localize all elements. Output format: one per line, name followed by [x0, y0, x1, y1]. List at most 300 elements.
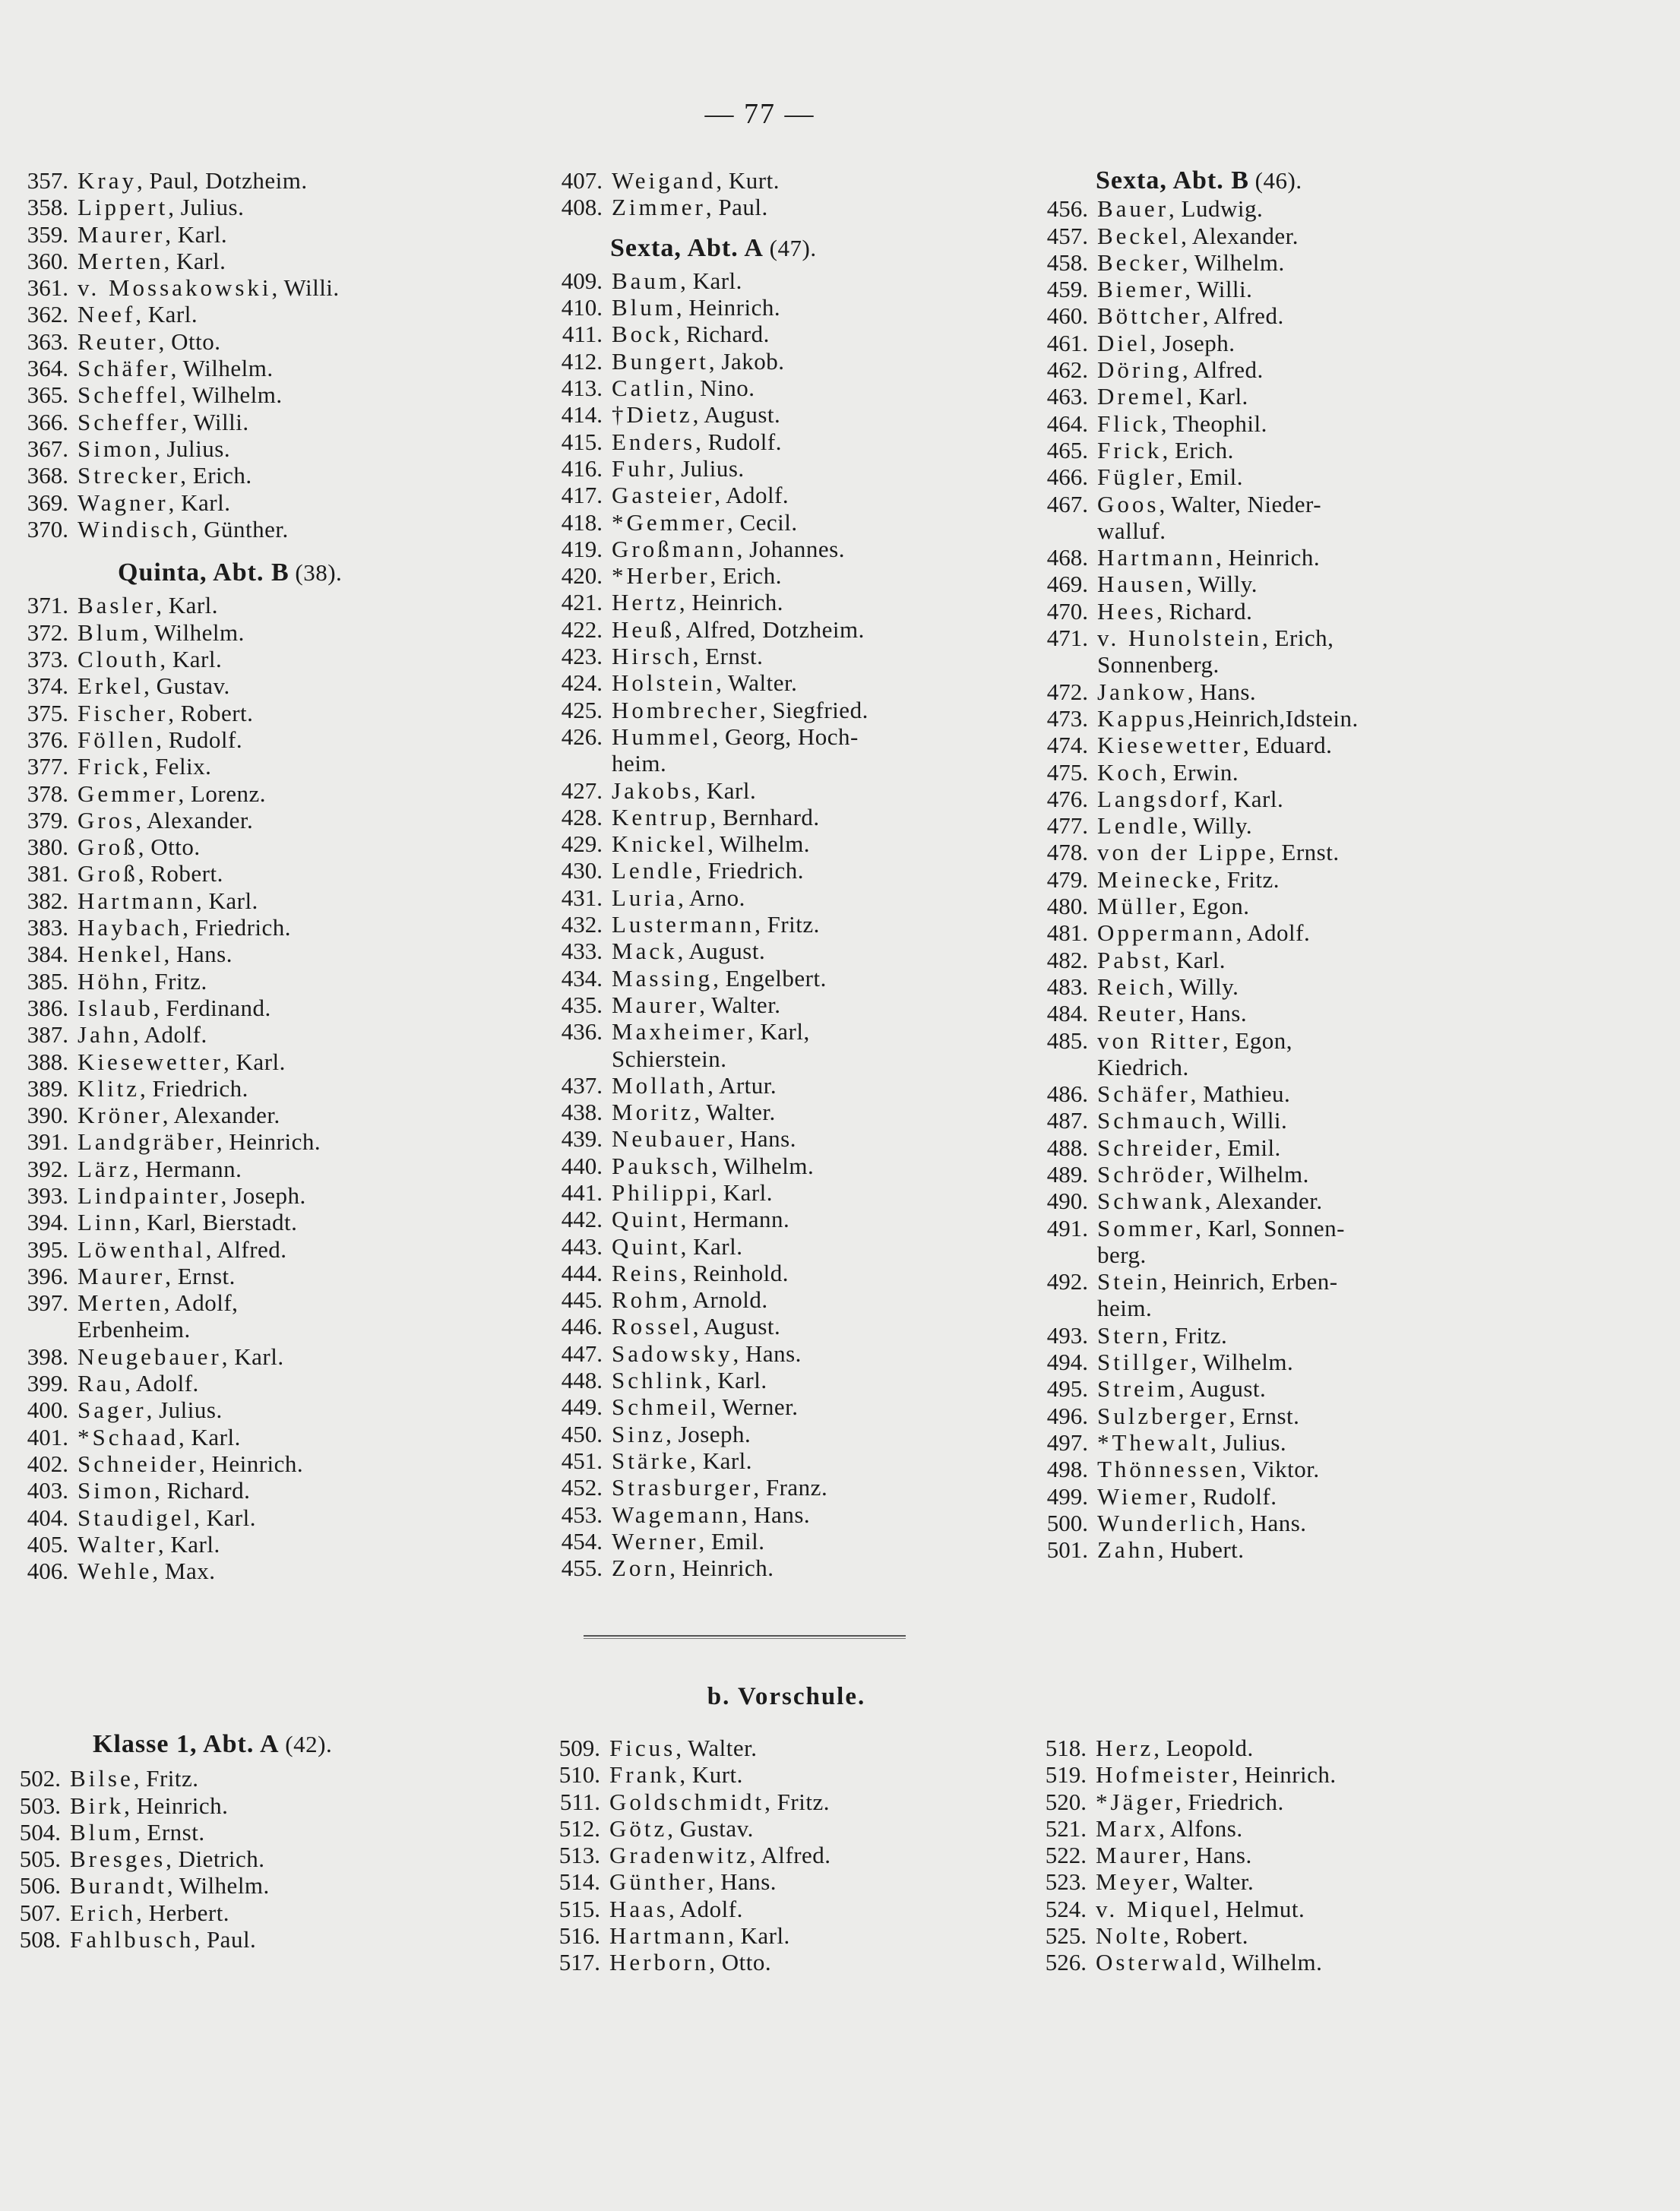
- entry-number: 402.: [27, 1450, 68, 1477]
- entry-number: 478.: [1046, 839, 1088, 866]
- entry-surname: Basler: [78, 592, 157, 619]
- list-item: [1026, 1735, 1337, 1761]
- entry-number: 428.: [561, 803, 603, 830]
- entry-details: , Otto.: [158, 327, 221, 355]
- list-item: [542, 1421, 868, 1447]
- entry-surname: Hertz: [612, 589, 679, 616]
- list-item: [1027, 1536, 1359, 1563]
- entry-details: , Adolf.: [714, 482, 789, 509]
- entry-details: , Erich,: [1262, 625, 1334, 652]
- list-item: [1027, 223, 1359, 249]
- entry-surname: Lendle: [612, 857, 696, 884]
- list-item: [542, 1313, 868, 1340]
- entry-surname: Beckel: [1097, 222, 1182, 249]
- entry-details: , Reinhold.: [680, 1259, 789, 1286]
- entry-surname: Zorn: [612, 1555, 670, 1582]
- student-list: [539, 1735, 831, 1976]
- list-item: [8, 301, 342, 327]
- list-item: [542, 697, 868, 723]
- list-item: [0, 1872, 332, 1899]
- list-item: [1027, 786, 1359, 812]
- entry-number: 449.: [561, 1393, 603, 1421]
- entry-surname: Landgräber: [78, 1128, 217, 1156]
- entry-number: 405.: [27, 1530, 68, 1558]
- entry-surname: Strasburger: [612, 1474, 754, 1501]
- vorschule-column-1: [0, 1731, 332, 1953]
- list-item: [542, 1447, 868, 1474]
- entry-details: , Walter.: [1172, 1868, 1254, 1896]
- entry-surname: Rohm: [612, 1286, 682, 1314]
- entry-details: , Paul, Dotzheim.: [136, 167, 308, 194]
- entry-details: , Karl, Sonnen-: [1195, 1214, 1345, 1242]
- class-heading-sexta-a: [542, 235, 868, 261]
- list-item: [542, 938, 868, 964]
- entry-number: 406.: [27, 1558, 68, 1585]
- list-item: [542, 455, 868, 482]
- list-item: [1027, 491, 1359, 517]
- entry-continuation: Erbenheim.: [78, 1316, 191, 1343]
- entry-surname: Hausen: [1097, 571, 1186, 598]
- entry-details: , Karl, Bierstadt.: [134, 1209, 298, 1236]
- entry-surname: Schmeil: [612, 1393, 710, 1421]
- entry-surname: von der Lippe: [1097, 839, 1269, 866]
- list-item: [1027, 437, 1359, 463]
- entry-surname: Stärke: [612, 1447, 691, 1474]
- entry-details: , Helmut.: [1213, 1895, 1305, 1922]
- list-item: [8, 1236, 342, 1263]
- entry-details: , August.: [677, 938, 766, 965]
- vorschule-column-3: [1026, 1735, 1337, 1976]
- entry-details: , Richard.: [1156, 597, 1253, 625]
- list-item: [1027, 1510, 1359, 1536]
- entry-number: 473.: [1046, 704, 1088, 732]
- entry-number: 524.: [1045, 1895, 1087, 1922]
- entry-number: 465.: [1046, 436, 1088, 463]
- entry-details: , Willy.: [1181, 812, 1253, 840]
- entry-number: 455.: [561, 1555, 603, 1582]
- entry-details: , Robert.: [168, 699, 254, 726]
- list-item: [8, 462, 342, 489]
- entry-surname: Werner: [612, 1527, 699, 1555]
- entry-number: 520.: [1045, 1788, 1087, 1815]
- list-item: [539, 1735, 831, 1761]
- entry-details: , Walter.: [675, 1735, 758, 1761]
- entry-details: , Werner.: [710, 1393, 799, 1421]
- entry-surname: Reuter: [78, 327, 159, 355]
- entry-number: 370.: [27, 515, 68, 542]
- entry-surname: Zimmer: [612, 194, 706, 221]
- entry-surname: Gasteier: [612, 482, 715, 509]
- entry-number: 365.: [27, 381, 68, 409]
- entry-surname: Lustermann: [612, 911, 755, 938]
- list-item: [8, 248, 342, 274]
- entry-details: , Karl.: [194, 1504, 256, 1531]
- list-item: [542, 830, 868, 857]
- list-item: [542, 723, 868, 750]
- list-item: [1027, 1134, 1359, 1161]
- entry-number: 388.: [27, 1048, 68, 1075]
- entry-number: 431.: [561, 884, 603, 911]
- entry-number: 423.: [561, 643, 603, 670]
- entry-number: 496.: [1046, 1402, 1088, 1429]
- list-item: [0, 1765, 332, 1792]
- entry-details: , Karl,: [747, 1018, 810, 1045]
- list-item: [542, 965, 868, 992]
- entry-surname: Burandt: [70, 1872, 167, 1899]
- list-item: [0, 1926, 332, 1953]
- entry-details: , Kurt.: [679, 1761, 743, 1789]
- entry-details: , Friedrich.: [140, 1074, 248, 1102]
- entry-surname: von Ritter: [1097, 1026, 1223, 1054]
- entry-surname: Hartmann: [609, 1922, 728, 1950]
- list-item: [8, 435, 342, 462]
- list-item: [8, 381, 342, 408]
- list-item: [1027, 1483, 1359, 1510]
- entry-number: 489.: [1046, 1160, 1088, 1188]
- list-item: [8, 1397, 342, 1423]
- entry-surname: Erich: [70, 1899, 137, 1926]
- entry-surname: Herz: [1096, 1735, 1154, 1761]
- entry-details: , Hans.: [163, 941, 233, 968]
- entry-surname: Reich: [1097, 973, 1168, 1000]
- entry-number: 367.: [27, 435, 68, 462]
- list-item: [1027, 1349, 1359, 1375]
- entry-surname: Quint: [612, 1206, 681, 1233]
- entry-details: , Julius.: [168, 194, 245, 221]
- entry-surname: Klitz: [78, 1074, 140, 1102]
- entry-surname: Frick: [78, 753, 143, 780]
- entry-number: 411.: [562, 321, 603, 348]
- entry-details: , Karl.: [710, 1178, 774, 1206]
- entry-surname: Großmann: [612, 535, 737, 562]
- entry-details: , Felix.: [142, 753, 212, 780]
- entry-number: 525.: [1045, 1922, 1087, 1950]
- entry-surname: Schmauch: [1097, 1107, 1220, 1134]
- entry-surname: Hummel: [612, 723, 713, 750]
- entry-details: , Dietrich.: [166, 1846, 265, 1873]
- entry-number: 486.: [1046, 1080, 1088, 1108]
- list-item: [8, 1128, 342, 1155]
- entry-number: 412.: [561, 347, 603, 375]
- entry-number: 485.: [1046, 1026, 1088, 1054]
- entry-details: , Wilhelm.: [707, 830, 811, 858]
- entry-surname: Stillger: [1097, 1349, 1191, 1376]
- entry-details: , Artur.: [707, 1071, 777, 1099]
- entry-number: 389.: [27, 1074, 68, 1102]
- list-item: [8, 1504, 342, 1531]
- list-item: [542, 167, 868, 194]
- entry-details: , Richard.: [153, 1477, 251, 1504]
- vorschule-heading: b. Vorschule.: [707, 1683, 866, 1710]
- entry-details: , Karl.: [165, 220, 228, 248]
- list-item: [8, 194, 342, 220]
- list-item: [1027, 812, 1359, 839]
- list-item: [8, 968, 342, 995]
- entry-surname: Knickel: [612, 830, 708, 858]
- entry-surname: Scheffer: [78, 408, 182, 435]
- list-item: [8, 1021, 342, 1048]
- list-item: [8, 833, 342, 860]
- list-item: [8, 1450, 342, 1477]
- entry-number: 477.: [1046, 812, 1088, 840]
- entry-number: 516.: [558, 1922, 600, 1950]
- list-item: [1026, 1896, 1337, 1922]
- entry-surname: Meyer: [1096, 1868, 1172, 1896]
- student-list: [8, 592, 342, 1584]
- list-item: [8, 1075, 342, 1102]
- list-item: [1027, 1161, 1359, 1188]
- entry-number: 435.: [561, 991, 603, 1018]
- entry-number: 391.: [27, 1128, 68, 1156]
- entry-surname: Catlin: [612, 375, 688, 402]
- entry-surname: Flick: [1097, 410, 1161, 437]
- entry-surname: Windisch: [78, 515, 191, 542]
- entry-number: 396.: [27, 1262, 68, 1289]
- entry-details: , Alfred, Dotzheim.: [675, 615, 865, 643]
- entry-continuation: Kiedrich.: [1097, 1053, 1189, 1080]
- entry-surname: Koch: [1097, 758, 1161, 786]
- entry-details: , Friedrich.: [182, 914, 292, 941]
- entry-surname: Osterwald: [1096, 1949, 1220, 1976]
- student-list: [542, 167, 868, 221]
- entry-surname: Nolte: [1096, 1922, 1163, 1950]
- list-item: [542, 777, 868, 804]
- entry-surname: Kiesewetter: [1097, 732, 1244, 759]
- entry-details: , Gustav.: [144, 672, 230, 700]
- entry-details: , Karl.: [1221, 785, 1284, 812]
- list-item: [539, 1896, 831, 1922]
- entry-number: 452.: [561, 1474, 603, 1501]
- entry-number: 433.: [561, 938, 603, 965]
- list-item: [1027, 1322, 1359, 1349]
- list-item: [1027, 1188, 1359, 1214]
- entry-details: , August.: [692, 401, 781, 429]
- list-item: [1027, 1080, 1359, 1107]
- list-item: [1027, 249, 1359, 276]
- entry-details: , Julius.: [153, 435, 231, 462]
- entry-number: 360.: [27, 247, 68, 274]
- entry-number: 387.: [27, 1021, 68, 1049]
- list-item: [8, 489, 342, 516]
- entry-surname: v. Mossakowski: [78, 274, 272, 302]
- list-item: [8, 1156, 342, 1182]
- page-number: — 77 —: [704, 98, 815, 130]
- list-item: [542, 482, 868, 508]
- list-item: [8, 780, 342, 807]
- class-heading-sexta-b: [1027, 167, 1359, 194]
- entry-surname: Maurer: [1096, 1842, 1184, 1869]
- entry-details: , Lorenz.: [178, 780, 266, 807]
- entry-number: 398.: [27, 1343, 68, 1370]
- entry-number: 384.: [27, 941, 68, 968]
- entry-number: 453.: [561, 1501, 603, 1528]
- entry-surname: *Herber: [612, 562, 710, 590]
- entry-surname: Wagemann: [612, 1501, 742, 1528]
- list-item: [539, 1922, 831, 1949]
- list-item: [8, 700, 342, 726]
- entry-surname: Walter: [78, 1530, 158, 1558]
- entry-number: 500.: [1046, 1509, 1088, 1536]
- entry-continuation: heim.: [1097, 1295, 1153, 1322]
- entry-surname: Kröner: [78, 1102, 163, 1129]
- list-item: [542, 992, 868, 1018]
- entry-surname: Haybach: [78, 914, 183, 941]
- entry-number: 512.: [558, 1814, 600, 1842]
- list-item: [1027, 1000, 1359, 1026]
- entry-surname: Günther: [609, 1868, 708, 1896]
- entry-number: 372.: [27, 618, 68, 646]
- entry-surname: Schreider: [1097, 1134, 1215, 1161]
- entry-surname: Lindpainter: [78, 1181, 221, 1209]
- list-item: [8, 672, 342, 699]
- list-item: [542, 643, 868, 669]
- entry-details: , Viktor.: [1240, 1456, 1320, 1483]
- entry-surname: Schäfer: [78, 355, 171, 382]
- entry-surname: Fuhr: [612, 454, 669, 482]
- entry-details: , Heinrich.: [216, 1128, 321, 1156]
- list-item: [8, 1343, 342, 1370]
- entry-surname: Sadowsky: [612, 1340, 733, 1367]
- entry-details: , Karl.: [694, 777, 757, 804]
- entry-surname: Maxheimer: [612, 1018, 748, 1045]
- list-item: [0, 1899, 332, 1926]
- list-item: [8, 1531, 342, 1558]
- entry-details: , Alfred.: [205, 1235, 287, 1263]
- entry-surname: Bresges: [70, 1846, 166, 1873]
- list-item: [1027, 732, 1359, 758]
- list-item: [8, 1424, 342, 1450]
- list-item: [8, 221, 342, 248]
- entry-number: 420.: [561, 562, 603, 590]
- list-item: [542, 267, 868, 294]
- entry-details: , Willi.: [1185, 276, 1253, 303]
- list-item: [0, 1846, 332, 1872]
- entry-surname: Lendle: [1097, 812, 1182, 840]
- entry-details: , Walter.: [716, 669, 798, 697]
- entry-surname: Sager: [78, 1397, 147, 1424]
- column-3: [1027, 167, 1359, 1563]
- entry-details: , Friedrich.: [1175, 1788, 1284, 1815]
- student-list: [8, 167, 342, 542]
- entry-number: 439.: [561, 1125, 603, 1153]
- entry-number: 422.: [561, 615, 603, 643]
- list-item: [1027, 1375, 1359, 1402]
- entry-surname: Frick: [1097, 436, 1163, 463]
- list-item: [542, 1393, 868, 1420]
- entry-number: 376.: [27, 726, 68, 753]
- entry-number: 436.: [561, 1018, 603, 1045]
- entry-surname: Mack: [612, 938, 678, 965]
- list-item: [1027, 544, 1359, 571]
- list-item: [1027, 330, 1359, 356]
- list-item: [8, 807, 342, 833]
- entry-surname: Moritz: [612, 1099, 694, 1126]
- entry-details: , Hermann.: [132, 1155, 242, 1182]
- list-item: [8, 726, 342, 753]
- entry-number: 508.: [19, 1926, 61, 1953]
- list-item: [542, 857, 868, 884]
- entry-number: 480.: [1046, 893, 1088, 920]
- entry-surname: Hirsch: [612, 643, 693, 670]
- entry-details: , Gustav.: [667, 1814, 754, 1842]
- entry-number: 510.: [558, 1761, 600, 1789]
- entry-number: 461.: [1046, 329, 1088, 356]
- list-item: [542, 589, 868, 615]
- entry-continuation: heim.: [612, 750, 667, 777]
- entry-number: 357.: [27, 167, 68, 194]
- entry-number: 514.: [558, 1868, 600, 1896]
- entry-details: , Ludwig.: [1169, 195, 1264, 223]
- entry-number: 450.: [561, 1420, 603, 1447]
- entry-surname: Sinz: [612, 1420, 666, 1447]
- list-item: [1027, 839, 1359, 865]
- entry-number: 444.: [561, 1259, 603, 1286]
- entry-number: 515.: [558, 1895, 600, 1922]
- entry-number: 368.: [27, 462, 68, 489]
- list-item: [542, 1340, 868, 1367]
- entry-details: , Arno.: [678, 884, 745, 911]
- entry-surname: Ficus: [609, 1735, 676, 1761]
- entry-number: 522.: [1045, 1842, 1087, 1869]
- class-heading-count: (42).: [285, 1731, 333, 1757]
- entry-details: , Karl.: [156, 592, 219, 619]
- entry-details: , Ernst.: [1268, 839, 1340, 866]
- entry-surname: Groß: [78, 833, 138, 861]
- entry-details: , Wilhelm.: [711, 1152, 815, 1179]
- entry-surname: Bilse: [70, 1765, 134, 1792]
- entry-number: 358.: [27, 194, 68, 221]
- entry-number: 377.: [27, 753, 68, 780]
- entry-number: 379.: [27, 806, 68, 833]
- entry-surname: Wehle: [78, 1558, 153, 1585]
- list-item: [8, 355, 342, 381]
- entry-details: , Hans.: [1187, 678, 1257, 705]
- entry-continuation: Sonnenberg.: [1097, 651, 1220, 678]
- list-item: [542, 1099, 868, 1125]
- entry-surname: Fahlbusch: [70, 1926, 195, 1953]
- entry-surname: Gros: [78, 806, 136, 833]
- entry-surname: Kray: [78, 167, 137, 194]
- entry-number: 381.: [27, 860, 68, 887]
- entry-details: , Karl.: [168, 489, 231, 516]
- entry-surname: *Schaad: [78, 1423, 179, 1450]
- entry-surname: Stern: [1097, 1321, 1163, 1349]
- entry-details: , Hans.: [1183, 1842, 1252, 1869]
- entry-details: , Emil.: [1176, 463, 1243, 491]
- entry-number: 434.: [561, 964, 603, 992]
- entry-details: , Alfred.: [1182, 356, 1264, 384]
- entry-number: 476.: [1046, 785, 1088, 812]
- list-item: [1027, 678, 1359, 705]
- entry-details: , Joseph.: [220, 1181, 306, 1209]
- entry-surname: Diel: [1097, 329, 1150, 356]
- entry-surname: Lippert: [78, 194, 169, 221]
- entry-details: , Egon,: [1222, 1026, 1293, 1054]
- entry-surname: Sommer: [1097, 1214, 1196, 1242]
- entry-continuation: Schierstein.: [612, 1045, 727, 1072]
- list-item: [8, 1263, 342, 1289]
- entry-number: 502.: [19, 1765, 61, 1792]
- entry-surname: Goos: [1097, 490, 1160, 517]
- entry-surname: Meinecke: [1097, 865, 1215, 893]
- entry-number: 463.: [1046, 383, 1088, 410]
- entry-details: , Heinrich.: [675, 294, 781, 321]
- list-item: [542, 1528, 868, 1555]
- entry-number: 498.: [1046, 1456, 1088, 1483]
- entry-details: , Erich.: [710, 562, 782, 590]
- list-item: [542, 1367, 868, 1393]
- entry-number: 445.: [561, 1286, 603, 1314]
